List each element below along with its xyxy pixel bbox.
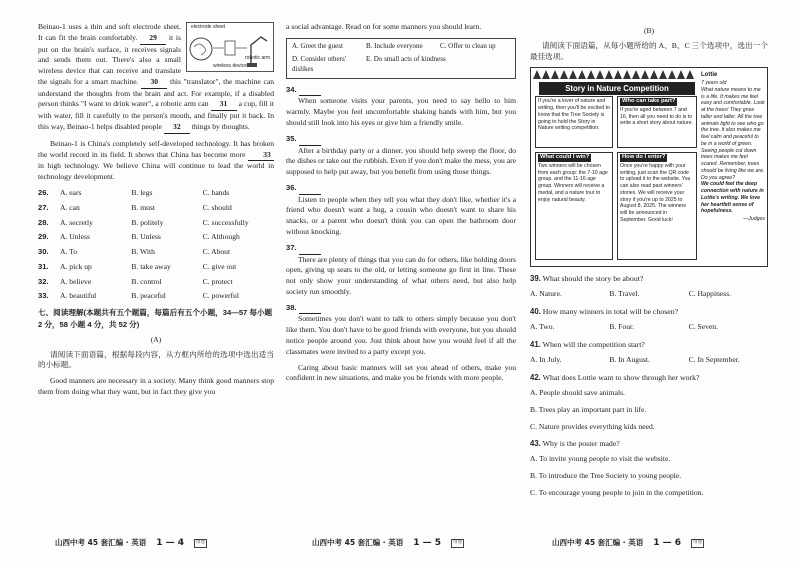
lottie-name: Lottie bbox=[701, 72, 718, 79]
blank-32: 32 bbox=[164, 122, 190, 134]
question-34-label: 34. bbox=[286, 85, 516, 97]
answers-42: A. People should save animals. B. Trees play an important part in life. C. Nature provides everything kids need. bbox=[530, 387, 655, 431]
footer-page-5: 山西中考 45 套汇编 · 英语 1 — 5 母卷 bbox=[312, 538, 463, 548]
paragraph-conclusion: Caring about basic manners will set you ahead of others, make you confident in new situations, and make you be friends with more people. bbox=[286, 362, 516, 383]
paragraph-36: Listen to people when they tell you what they don't like, whether it's a friend who doesn't want a hug, a cousin who doesn't want to share his snacks, or a parent who doesn't think you can open the bathroom door without knocking. bbox=[286, 194, 516, 236]
column-middle bbox=[286, 22, 516, 389]
question-35-label: 35. bbox=[286, 134, 516, 146]
label-wireless-device: wireless device bbox=[213, 63, 247, 69]
poster-intro-box: If you're a lover of nature and writing, then you'll be excited to know that the Tree Society is going to hold the Story in Nature writing competition. bbox=[535, 96, 613, 148]
heading-option: C. Offer to clean up bbox=[440, 41, 496, 50]
text: it is put on the brain's surface, it receives signals and sends them out. There's also a small wireless device that can receive and translate the signals for a smart machine. bbox=[38, 32, 181, 86]
paragraph-37: There are plenty of things that you can do for others, like holding doors open, giving up seats to the old, or letting someone go first in line. These not only show your understanding of what others need, but also help society run smoothly. bbox=[286, 254, 516, 296]
judges-signature: —Judges bbox=[743, 216, 765, 223]
question-39: 39. What should the story be about? bbox=[530, 274, 644, 284]
question-41: 41. When will the competition start? bbox=[530, 340, 645, 350]
answers-39: A. Nature. B. Travel. C. Happiness. bbox=[530, 289, 732, 299]
question-38-label: 38. bbox=[286, 303, 516, 315]
cloze-options bbox=[38, 188, 274, 302]
instruction-a: 请阅读下面语篇，根据每段内容，从方框内所给的选项中选出适当的小标题。 bbox=[38, 349, 274, 370]
tree-icon bbox=[677, 70, 685, 79]
lottie-age: 7 years old bbox=[701, 80, 727, 87]
label-robotic-arm: robotic arm bbox=[245, 55, 271, 61]
option-row: 26. A. ears B. legs C. hands bbox=[38, 187, 230, 197]
lottie-story bbox=[701, 72, 765, 223]
heading-option: D. Consider others' dislikes bbox=[292, 54, 346, 73]
question-42: 42. What does Lottie want to show through her work? bbox=[530, 372, 700, 382]
text: a cup, fill it with water, fill it carefully to the person's mouth, and finally put it back. In this way, Beinao-1 helps disabled people bbox=[38, 99, 274, 132]
paragraph-beinao-2 bbox=[38, 139, 274, 183]
tree-icon bbox=[641, 70, 649, 79]
poster-who-box: Who can take part? If you're aged between 7 and 16, then all you need to do is to write a short story about nature. bbox=[617, 96, 697, 148]
poster-title: Story in Nature Competition bbox=[539, 82, 695, 95]
tree-icon bbox=[650, 70, 658, 79]
heading-option: A. Greet the guest bbox=[292, 41, 343, 50]
paragraph-38: Sometimes you don't want to talk to others simply because you don't like them. You don't have to be good friends with everyone, but you should notice people around you. Just think about how you would feel if all the classmates were invited to a party except you. bbox=[286, 314, 516, 356]
footer-page-6: 山西中考 45 套汇编 · 英语 1 — 6 母卷 bbox=[552, 538, 703, 548]
tree-icon bbox=[569, 70, 577, 79]
tree-icon bbox=[614, 70, 622, 79]
answers-43: A. To invite young people to visit the website. B. To introduce the Tree Society to young people. C. To encourage young people to join in the competition. bbox=[530, 454, 704, 497]
tree-icon bbox=[659, 70, 667, 79]
heading-option: B. Include everyone bbox=[366, 41, 423, 50]
tree-icon bbox=[533, 70, 541, 79]
tree-icon bbox=[596, 70, 604, 79]
blank-30: 30 bbox=[141, 77, 167, 89]
tree-icon bbox=[605, 70, 613, 79]
footer-page-4: 山西中考 45 套汇编 · 英语 1 — 4 母卷 bbox=[55, 538, 206, 548]
question-37-label: 37. bbox=[286, 243, 516, 255]
answers-40: A. Two. B. Four. C. Seven. bbox=[530, 322, 718, 332]
tree-icon bbox=[623, 70, 631, 79]
heading-option: E. Do small acts of kindness bbox=[366, 54, 446, 63]
competition-poster bbox=[530, 67, 768, 267]
tree-icon bbox=[668, 70, 676, 79]
text: Beinao-1 uses a thin and soft electrode sheet. It can fit the brain comfortably. bbox=[38, 22, 181, 42]
paragraph-34: When someone visits your parents, you need to say hello to him warmly. Maybe you feel uncomfortable shaking hands with him, but you should still look into his eyes or give him a friendly smile. bbox=[286, 96, 516, 127]
question-40: 40. How many winners in total will be chosen? bbox=[530, 307, 679, 317]
paragraph-35: After a birthday party or a dinner, you should help sweep the floor, do the dishes or take out the rubbish. Even if you don't make the mess, you are supposed to help put away, but you benefit from using those things. bbox=[286, 145, 516, 177]
label-electrode-sheet: electrode sheet bbox=[191, 24, 226, 30]
text: this "translator", the machine can understand the thoughts from the brain and act. For example, if a disabled person thinks "I want to drink water", a robotic arm can bbox=[38, 76, 274, 109]
question-36-label: 36. bbox=[286, 183, 516, 195]
lottie-text: What nature means to me is a life. It makes me feel easy and comfortable. Look at the trees! They grow taller and taller. All the tree animals light to see who go the tree. It also makes me feel calm and peaceful to be in a world of green. Seeing people cut down trees makes me feel scared. Remember, trees should be living like we are. Do you agree? bbox=[701, 86, 765, 181]
blank-31: 31 bbox=[211, 99, 237, 111]
beinao-figure bbox=[186, 22, 274, 72]
poster-enter-box: How do I enter? Once you're happy with your writing, just scan the QR code to upload it to the website. You can also read past winners' stories. We will receive your story if you're up to 2025 to August 8, 2025. The winners will be announced in September. Good luck! bbox=[617, 152, 697, 260]
paragraph-manners-intro: Good manners are necessary in a society. Many think good manners stop them from doing what they want, but in fact they give you bbox=[38, 376, 274, 396]
answers-41: A. In July. B. In August. C. In September. bbox=[530, 355, 740, 365]
option-row: 29. A. Unless B. Unless C. Although bbox=[38, 232, 240, 242]
column-left bbox=[38, 22, 274, 403]
judges-comment: We could feel the deep connection with nature in Lottie's writing. We love her heartfelt sense of hopefulness. bbox=[701, 181, 764, 215]
text: in high technology. We believe China will continue to lead the world in technology development. bbox=[38, 161, 274, 182]
tree-icon bbox=[542, 70, 550, 79]
tree-icon bbox=[686, 70, 694, 79]
tree-icon bbox=[578, 70, 586, 79]
option-row: 33. A. beautiful B. peaceful C. powerful bbox=[38, 291, 239, 301]
text: things by thoughts. bbox=[191, 122, 250, 132]
option-row: 27. A. can B. must C. should bbox=[38, 202, 232, 212]
tree-icon bbox=[632, 70, 640, 79]
option-row: 31. A. pick up B. take away C. give out bbox=[38, 261, 237, 271]
text: Beinao-1 is China's completely self-developed technology. It has broken the world record in its field. It shows that China has become more bbox=[38, 138, 274, 159]
tree-icon bbox=[560, 70, 568, 79]
paragraph-manners-cont: a social advantage. Read on for some manners you should learn. bbox=[286, 22, 482, 31]
poster-win-box: What could I win? Two winners will be chosen from each group: the 7-10 age group, and the 11-16 age group. Winners will receive a medal, and a nature tour to enjoy natural beauty. bbox=[535, 152, 613, 260]
option-row: 28. A. secretly B. politely C. successfully bbox=[38, 217, 249, 227]
part-a-label: (A) bbox=[150, 334, 162, 344]
blank-33: 33 bbox=[248, 150, 274, 162]
tree-icon bbox=[551, 70, 559, 79]
tree-icon bbox=[587, 70, 595, 79]
part-b-label: (B) bbox=[643, 26, 655, 35]
option-row: 30. A. To B. With C. About bbox=[38, 247, 231, 257]
question-43: 43. Why is the poster made? bbox=[530, 439, 620, 449]
column-right bbox=[530, 22, 768, 505]
option-row: 32. A. believe B. control C. protect bbox=[38, 276, 233, 286]
heading-options-box bbox=[286, 38, 516, 79]
section-title: 七、阅读理解(本题共有五个题篇，每篇后有五个小题，34—57 每小题 2 分，58 小题 4 分，共 52 分) bbox=[38, 308, 273, 329]
blank-29: 29 bbox=[140, 33, 166, 45]
instruction-b: 请阅读下面语篇，从每小题所给的 A、B、C 三个选项中，选出一个最佳选项。 bbox=[530, 40, 768, 61]
